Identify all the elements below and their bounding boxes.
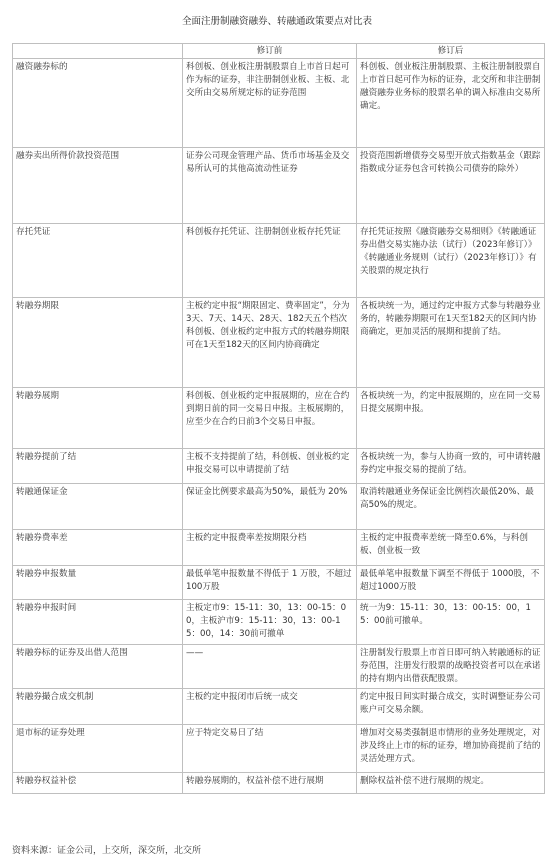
table-row xyxy=(13,600,545,645)
header-item xyxy=(13,44,183,59)
table-row xyxy=(13,148,545,224)
header-row xyxy=(13,44,545,59)
row-after-cell: 删除权益补偿不进行展期的规定。 xyxy=(357,773,545,794)
table-row xyxy=(13,484,545,530)
row-item-cell: 转融券展期 xyxy=(13,388,183,449)
row-after-cell: 投资范围新增债券交易型开放式指数基金（跟踪指数成分证券包含可转换公司债券的除外） xyxy=(357,148,545,224)
row-before-cell: 证券公司现金管理产品、货币市场基金及交易所认可的其他高流动性证券 xyxy=(183,148,357,224)
row-before-cell: 科创板存托凭证、注册制创业板存托凭证 xyxy=(183,224,357,298)
table-row xyxy=(13,645,545,689)
row-after-cell: 各板块统一为，约定申报展期的，应在同一交易日提交展期申报。 xyxy=(357,388,545,449)
table-row xyxy=(13,59,545,148)
row-item-cell: 转融券申报时间 xyxy=(13,600,183,645)
row-before-cell: 科创板、创业板约定申报展期的，应在合约到期日前的同一交易日申报。主板展期的，应至少在合约日前3个交易日申报。 xyxy=(183,388,357,449)
table-row xyxy=(13,298,545,388)
table-row xyxy=(13,773,545,794)
row-item-cell: 转融券撮合成交机制 xyxy=(13,689,183,725)
row-after-cell: 统一为9：15-11：30，13：00-15：00，15：00前可撤单。 xyxy=(357,600,545,645)
row-after-cell: 约定申报日间实时撮合成交，实时调整证券公司账户可交易余额。 xyxy=(357,689,545,725)
row-after-cell: 各板块统一为，通过约定申报方式参与转融券业务的，转融券期限可在1天至182天的区间内协商确定，更加灵活的展期和提前了结。 xyxy=(357,298,545,388)
table-row xyxy=(13,224,545,298)
header-before: 修订前 xyxy=(183,44,357,59)
row-after-cell: 增加对交易类强制退市情形的业务处理规定，对涉及终止上市的标的证券，增加协商提前了结的灵活处理方式。 xyxy=(357,725,545,773)
row-before-cell: —— xyxy=(183,645,357,689)
row-before-cell: 最低单笔申报数量不得低于 1 万股，不超过100万股 xyxy=(183,566,357,600)
row-before-cell: 转融券展期的，权益补偿不进行展期 xyxy=(183,773,357,794)
table-row xyxy=(13,388,545,449)
row-after-cell: 科创板、创业板注册制股票、主板注册制股票自上市首日起可作为标的证券，北交所和非注册制融资融券业务标的股票名单的调入标准由交易所确定。 xyxy=(357,59,545,148)
table-row xyxy=(13,449,545,484)
row-after-cell: 注册制发行股票上市首日即可纳入转融通标的证券范围，注册发行股票的战略投资者可以在承诺的持有期内出借获配股票。 xyxy=(357,645,545,689)
row-item-cell: 存托凭证 xyxy=(13,224,183,298)
row-after-cell: 最低单笔申报数量下调至不得低于 1000股，不超过1000万股 xyxy=(357,566,545,600)
row-item-cell: 转融券申报数量 xyxy=(13,566,183,600)
row-after-cell: 存托凭证按照《融资融券交易细则》《转融通证券出借交易实施办法（试行）（2023年修订）》《转融通业务规则（试行）（2023年修订）》有关股票的规定执行 xyxy=(357,224,545,298)
source-note: 资料来源：证金公司，上交所，深交所，北交所 xyxy=(12,846,202,856)
row-after-cell: 各板块统一为，参与人协商一致的，可申请转融券约定申报交易的提前了结。 xyxy=(357,449,545,484)
header-after: 修订后 xyxy=(357,44,545,59)
table-row xyxy=(13,566,545,600)
table-row xyxy=(13,725,545,773)
row-before-cell: 主板约定申报闭市后统一成交 xyxy=(183,689,357,725)
row-item-cell: 融券卖出所得价款投资范围 xyxy=(13,148,183,224)
policy-comparison-table xyxy=(12,43,545,794)
table-row xyxy=(13,530,545,566)
row-item-cell: 转融券提前了结 xyxy=(13,449,183,484)
row-before-cell: 主板约定申报“期限固定、费率固定”，分为3天、7天、14天、28天、182天五个档次 科创板、创业板约定申报方式的转融券期限可在1天至182天的区间内协商确定 xyxy=(183,298,357,388)
row-before-cell: 主板约定申报费率差按期限分档 xyxy=(183,530,357,566)
row-item-cell: 转融券权益补偿 xyxy=(13,773,183,794)
row-item-cell: 退市标的证券处理 xyxy=(13,725,183,773)
row-item-cell: 转融券标的证券及出借人范围 xyxy=(13,645,183,689)
row-before-cell: 主板定市9：15-11：30，13：00-15：00，主板沪市9：15-11：30，13：00-15：00，14：30前可撤单 xyxy=(183,600,357,645)
row-before-cell: 保证金比例要求最高为50%，最低为 20% xyxy=(183,484,357,530)
row-item-cell: 转融通保证金 xyxy=(13,484,183,530)
row-before-cell: 科创板、创业板注册制股票自上市首日起可作为标的证券，非注册制创业板、主板、北交所由交易所规定标的证券范围 xyxy=(183,59,357,148)
row-after-cell: 取消转融通业务保证金比例档次最低20%、最高50%的规定。 xyxy=(357,484,545,530)
row-after-cell: 主板约定申报费率差统一降至0.6%，与科创板、创业板一致 xyxy=(357,530,545,566)
row-before-cell: 应于特定交易日了结 xyxy=(183,725,357,773)
row-item-cell: 转融券期限 xyxy=(13,298,183,388)
row-before-cell: 主板不支持提前了结，科创板、创业板约定申报交易可以申请提前了结 xyxy=(183,449,357,484)
row-item-cell: 转融券费率差 xyxy=(13,530,183,566)
table-row xyxy=(13,689,545,725)
row-item-cell: 融资融券标的 xyxy=(13,59,183,148)
table-title: 全面注册制融资融券、转融通政策要点对比表 xyxy=(181,16,372,27)
